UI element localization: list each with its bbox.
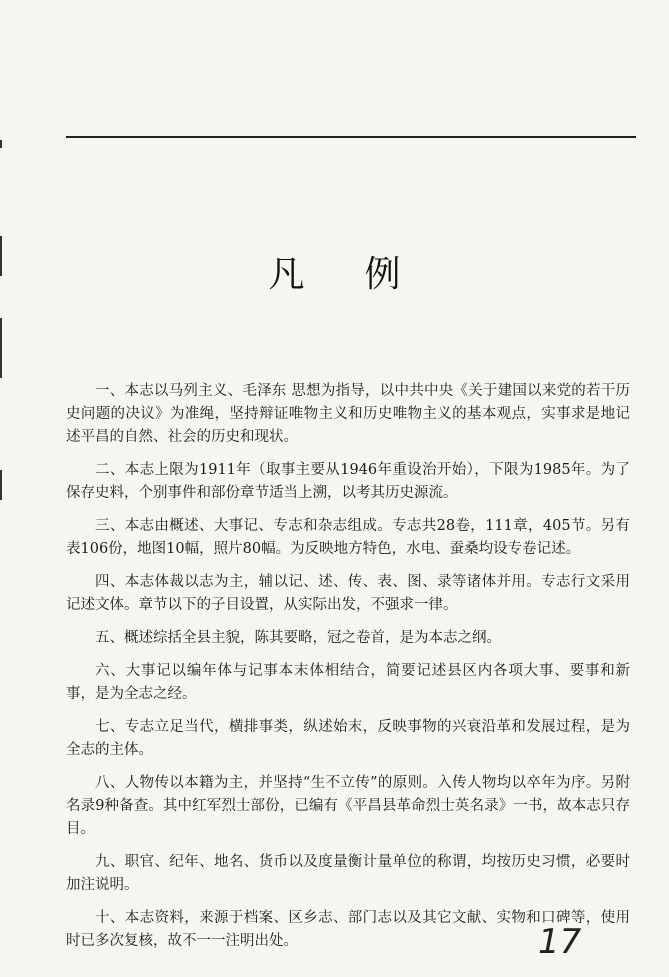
page-title [0,246,669,297]
guideline-paragraph: 二、本志上限为1911年（取事主要从1946年重设治开始），下限为1985年。为了保存史料，个别事件和部份章节适当上溯，以考其历史源流。 [66,462,630,501]
header-rule [66,136,636,138]
title-char-left: 凡 [268,254,305,295]
scan-edge-mark [0,140,2,148]
page-number: 17 [538,922,582,962]
scan-edge-mark [0,470,2,500]
title-char-right: 例 [364,254,401,295]
guideline-paragraph: 五、概述综括全县主貌，陈其要略，冠之卷首，是为本志之纲。 [95,630,501,646]
scan-edge-mark [0,318,2,378]
guideline-paragraph: 四、本志体裁以志为主，辅以记、述、传、表、图、录等诸体并用。专志行文采用记述文体。章节以下的子目设置，从实际出发，不强求一律。 [66,574,630,613]
guideline-paragraph: 十、本志资料，来源于档案、区乡志、部门志以及其它文献、实物和口碑等，使用时已多次复核，故不一一注明出处。 [66,910,630,949]
guideline-paragraph: 八、人物传以本籍为主，并坚持“生不立传”的原则。入传人物均以卒年为序。另附名录9种备查。其中红军烈士部份，已编有《平昌县革命烈士英名录》一书，故本志只存目。 [66,775,630,837]
guidelines-body [66,380,630,963]
guideline-paragraph: 九、职官、纪年、地名、货币以及度量衡计量单位的称谓，均按历史习惯，必要时加注说明。 [66,854,630,893]
guideline-paragraph: 七、专志立足当代，横排事类，纵述始末，反映事物的兴衰沿革和发展过程，是为全志的主体。 [66,719,630,758]
guideline-paragraph: 六、大事记以编年体与记事本末体相结合，简要记述县区内各项大事、要事和新事，是为全志之经。 [66,663,630,702]
guideline-paragraph: 一、本志以马列主义、毛泽东 思想为指导，以中共中央《关于建国以来党的若干历史问题的决议》为准绳，坚持辩证唯物主义和历史唯物主义的基本观点，实事求是地记述平昌的自然、社会的历史和现状。 [66,383,630,445]
guideline-paragraph: 三、本志由概述、大事记、专志和杂志组成。专志共28卷，111章，405节。另有表106份，地图10幅，照片80幅。为反映地方特色，水电、蚕桑均设专卷记述。 [66,518,630,557]
